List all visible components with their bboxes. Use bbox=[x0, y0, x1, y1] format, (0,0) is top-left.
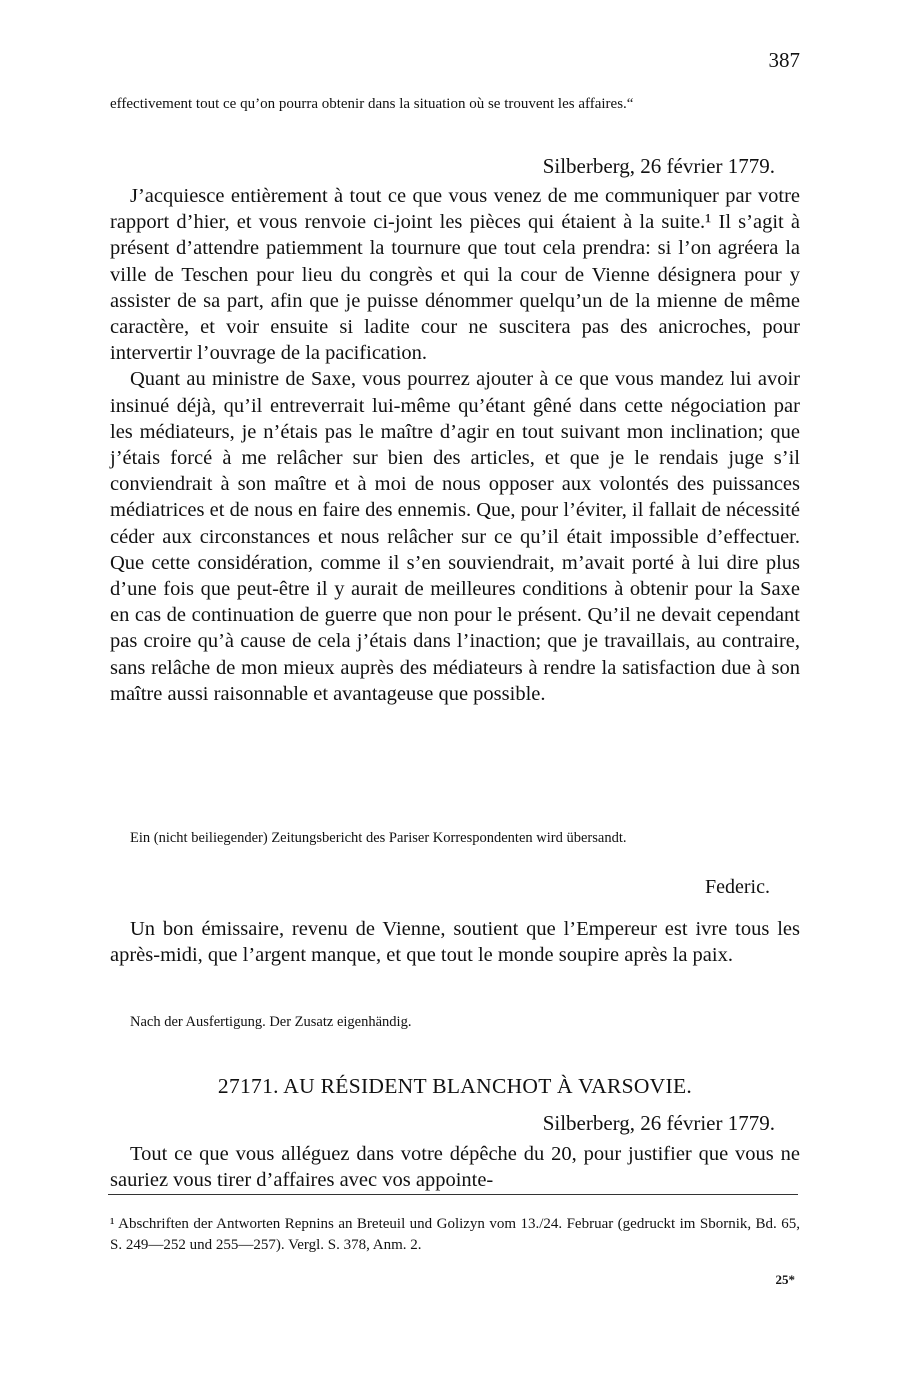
letter1-paragraph: J’acquiesce entièrement à tout ce que vous venez de me communiquer par votre rapport d’hier, et vous renvoie ci-joint les pièces qui étaient à la suite.¹ Il s’agit à présent d’attendre patiemment la tournure que tout cela prendra: si l’on agréera la ville de Teschen pour lieu du congrès et qui la cour de Vienne désignera pour y assister de sa part, afin que je puisse dénommer quelqu’un de la mienne de même caractère, et voir ensuite si ladite cour ne suscitera pas des anicroches, pour intervertir l’ouvrage de la pacification. bbox=[110, 185, 800, 365]
letter1-note: Ein (nicht beiliegender) Zeitungsbericht des Pariser Korrespondenten wird übersandt. bbox=[130, 830, 627, 846]
letter2-heading: 27171. AU RÉSIDENT BLANCHOT À VARSOVIE. bbox=[217, 1074, 693, 1098]
letter1-signature: Federic. bbox=[705, 876, 770, 898]
letter1-paragraph: Quant au ministre de Saxe, vous pourrez ajouter à ce que vous mandez lui avoir insinué déjà, qu’il entreverrait lui-même qu’étant gêné dans cette négociation par les médiateurs, je n’étais pas le maître d’agir en tout suivant mon inclination; que j’étais forcé à me relâcher sur bien des articles, et que je le rendais juge s’il conviendrait à son maître et à moi de nous opposer aux volontés des puissances médiatrices et de nous en faire des ennemis. Que, pour l’éviter, il fallait de nécessité céder aux circonstances et nous relâcher sur ce qu’il était impossible d’effectuer. Que cette considération, comme il s’en souviendrait, m’avait porté à lui dire plus d’une fois que peut-être il y aurait de meilleures conditions à obtenir pour la Saxe en cas de continuation de guerre que non pour le présent. Qu’il ne devait cependant pas croire qu’à cause de cela j’étais dans l’inaction; que je travaillais, au contraire, sans relâche de mon mieux auprès des médiateurs à rendre la satisfaction due à son maître aussi raisonnable et avantageuse que possible. bbox=[110, 368, 800, 705]
letter2-text: Tout ce que vous alléguez dans votre dépêche du 20, pour justifier que vous ne sauriez vous tirer d’affaires avec vos appointe- bbox=[110, 1143, 800, 1192]
footnote: ¹ Abschriften der Antworten Repnins an Breteuil und Golizyn vom 13./24. Februar (gedruckt im Sbornik, Bd. 65, S. 249—252 und 255—257). Vergl. S. 378, Anm. 2. bbox=[110, 1216, 800, 1253]
letter2-date: Silberberg, 26 février 1779. bbox=[542, 1111, 775, 1135]
letter1-date: Silberberg, 26 février 1779. bbox=[542, 154, 775, 178]
signature-mark: 25* bbox=[775, 1272, 795, 1287]
page-number: 387 bbox=[768, 48, 800, 72]
opening-quote: effectivement tout ce qu’on pourra obtenir dans la situation où se trouvent les affaires.“ bbox=[110, 96, 634, 112]
letter1-postscript: Un bon émissaire, revenu de Vienne, soutient que l’Empereur est ivre tous les après-midi, que l’argent manque, et que tout le monde soupire après la paix. bbox=[110, 918, 800, 967]
letter1-body bbox=[110, 183, 800, 707]
footnote-rule bbox=[108, 1194, 798, 1195]
letter1-source-note: Nach der Ausfertigung. Der Zusatz eigenhändig. bbox=[130, 1014, 412, 1030]
